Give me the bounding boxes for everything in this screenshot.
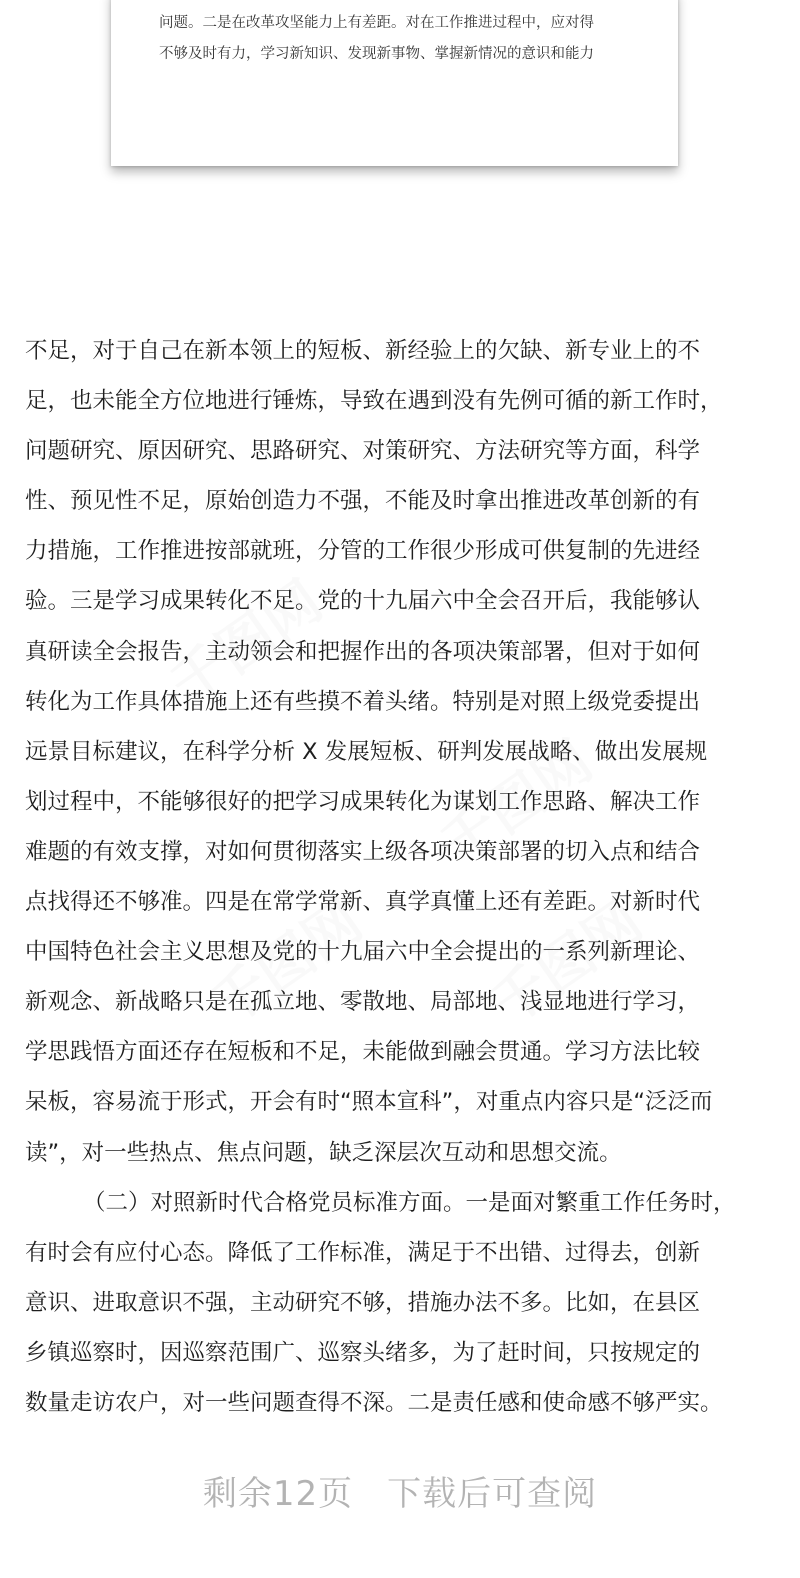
watermark: 千图网 — [159, 568, 335, 719]
remaining-pages-count: 剩余12页 — [202, 1474, 354, 1514]
preview-text-block — [159, 0, 639, 70]
body-line: 数量走访农户，对一些问题查得不深。二是责任感和使命感不够严实。 — [25, 1389, 723, 1416]
preview-line: 问题。二是在改革攻坚能力上有差距。对在工作推进过程中，应对得 — [159, 15, 594, 31]
body-line: 足，也未能全方位地进行锤炼，导致在遇到没有先例可循的新工作时， — [25, 388, 723, 415]
section-heading-line: （二）对照新时代合格党员标准方面。一是面对繁重工作任务时， — [83, 1189, 736, 1216]
body-line: 乡镇巡察时，因巡察范围广、巡察头绪多，为了赶时间，只按规定的 — [25, 1339, 701, 1366]
body-line: 不足，对于自己在新本领上的短板、新经验上的欠缺、新专业上的不 — [25, 338, 701, 364]
body-line: 意识、进取意识不强，主动研究不够，措施办法不多。比如，在县区 — [25, 1289, 701, 1316]
body-line: 有时会有应付心态。降低了工作标准，满足于不出错、过得去，创新 — [25, 1239, 701, 1266]
watermark: 千图网 — [199, 888, 375, 1039]
body-line: 真研读全会报告，主动领会和把握作出的各项决策部署，但对于如何 — [25, 638, 701, 665]
body-line: 问题研究、原因研究、思路研究、对策研究、方法研究等方面，科学 — [25, 438, 701, 465]
download-to-view-link[interactable]: 下载后可查阅 — [387, 1474, 598, 1514]
remaining-pages-notice[interactable] — [0, 1466, 800, 1515]
body-line: 远景目标建议，在科学分析 X 发展短板、研判发展战略、做出发展规 — [25, 738, 708, 765]
watermark: 千图网 — [479, 888, 655, 1039]
preview-line: 不够及时有力，学习新知识、发现新事物、掌握新情况的意识和能力 — [159, 46, 594, 62]
watermark: 千图网 — [429, 728, 605, 879]
body-line: 划过程中，不能够很好的把学习成果转化为谋划工作思路、解决工作 — [25, 788, 701, 815]
body-line: 难题的有效支撑，对如何贯彻落实上级各项决策部署的切入点和结合 — [25, 838, 701, 865]
body-line: 力措施，工作推进按部就班，分管的工作很少形成可供复制的先进经 — [25, 538, 701, 565]
body-line: 点找得还不够准。四是在常学常新、真学真懂上还有差距。对新时代 — [25, 889, 701, 916]
document-body — [25, 326, 775, 1428]
body-line: 呆板，容易流于形式，开会有时“照本宣科”，对重点内容只是“泛泛而 — [25, 1089, 713, 1116]
body-line: 性、预见性不足，原始创造力不强，不能及时拿出推进改革创新的有 — [25, 488, 701, 515]
body-line: 读”，对一些热点、焦点问题，缺乏深层次互动和思想交流。 — [25, 1139, 622, 1166]
body-line: 转化为工作具体措施上还有些摸不着头绪。特别是对照上级党委提出 — [25, 688, 701, 715]
body-line: 学思践悟方面还存在短板和不足，未能做到融会贯通。学习方法比较 — [25, 1039, 701, 1066]
body-line: 中国特色社会主义思想及党的十九届六中全会提出的一系列新理论、 — [25, 939, 701, 966]
body-line: 新观念、新战略只是在孤立地、零散地、局部地、浅显地进行学习， — [25, 989, 701, 1016]
body-line: 验。三是学习成果转化不足。党的十九届六中全会召开后，我能够认 — [25, 588, 701, 615]
preview-page-card — [111, 0, 678, 166]
